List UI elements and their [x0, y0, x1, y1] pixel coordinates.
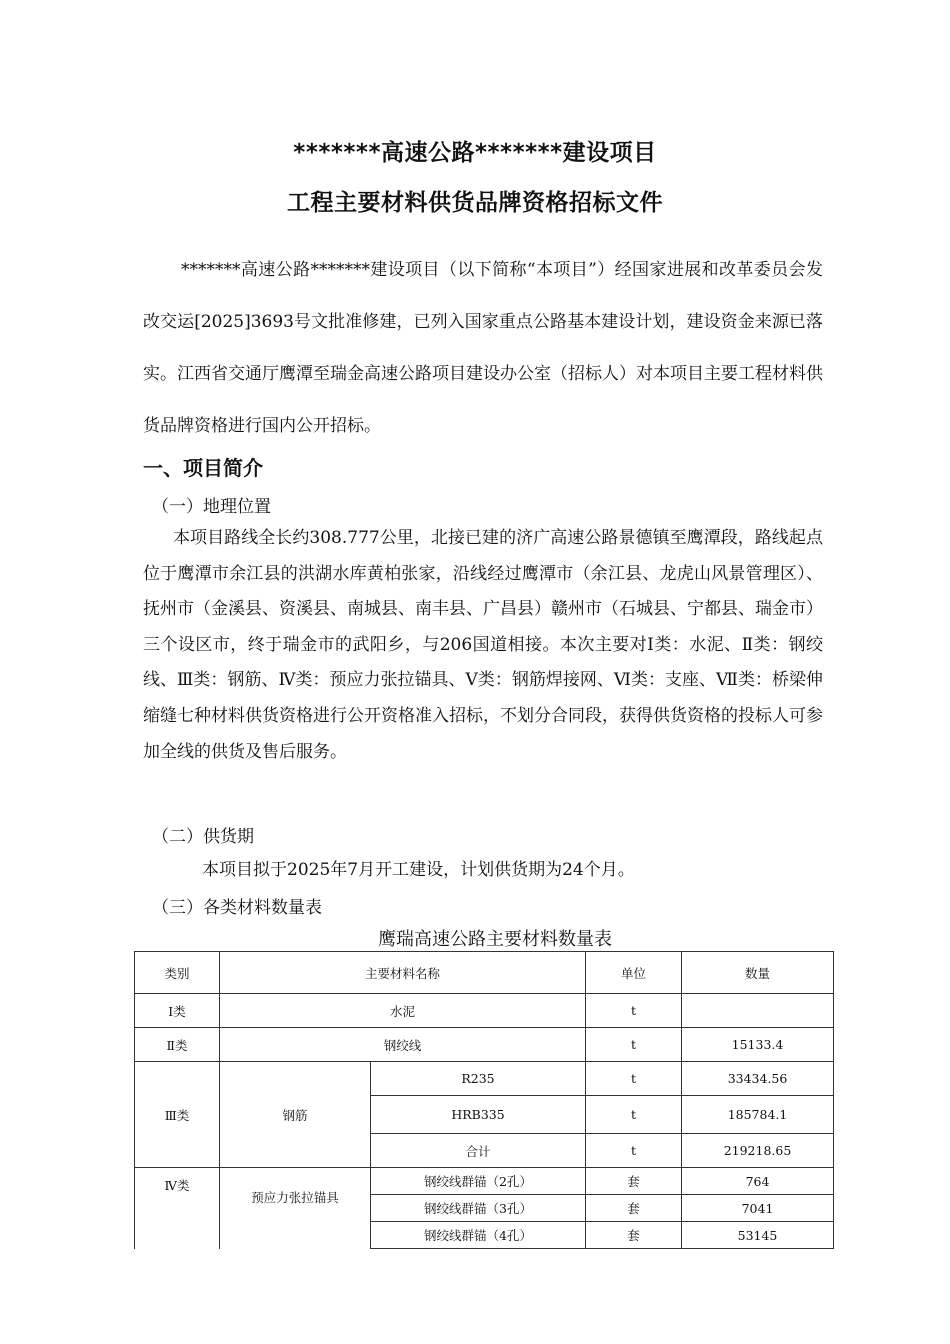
header-material: 主要材料名称 [220, 952, 586, 994]
table-row [135, 1168, 834, 1195]
table-row [135, 994, 834, 1028]
cell-spec: 钢绞线群锚（4孔） [371, 1222, 586, 1249]
sub1-paragraph: 本项目路线全长约308.777公里，北接已建的济广高速公路景德镇至鹰潭段，路线起点位于鹰潭市余江县的洪湖水库黄柏张家，沿线经过鹰潭市（余江县、龙虎山风景管理区）、抚州市（金溪县、资溪县、南城县、南丰县、广昌县）赣州市（石城县、宁都县、瑞金市）三个设区市，终于瑞金市的武阳乡，与206国道相接。本次主要对Ⅰ类：水泥、Ⅱ类：钢绞线、Ⅲ类：钢筋、Ⅳ类：预应力张拉锚具、Ⅴ类：钢筋焊接网、Ⅵ类：支座、Ⅶ类：桥梁伸缩缝七种材料供货资格进行公开资格准入招标，不划分合同段，获得供货资格的投标人可参加全线的供货及售后服务。 [143, 528, 823, 762]
cell-unit: 套 [586, 1222, 682, 1249]
cell-category: Ⅰ类 [135, 994, 220, 1028]
cell-category: Ⅲ类 [135, 1062, 220, 1168]
intro-paragraph: *******高速公路*******建设项目（以下简称“本项目”）经国家进展和改革委员会发改交运[2025]3693号文批准修建，已列入国家重点公路基本建设计划，建设资金来源已落实。江西省交通厅鹰潭至瑞金高速公路项目建设办公室（招标人）对本项目主要工程材料供货品牌资格进行国内公开招标。 [143, 260, 823, 436]
table-header-row [135, 952, 834, 994]
cell-spec: 合计 [371, 1134, 586, 1168]
cell-material: 钢绞线 [220, 1028, 586, 1062]
section1-heading: 一、项目简介 [143, 456, 263, 480]
cell-category: Ⅱ类 [135, 1028, 220, 1062]
doc-title-line2: 工程主要材料供货品牌资格招标文件 [287, 190, 663, 216]
doc-title-line1: *******高速公路*******建设项目 [293, 140, 657, 166]
cell-material: 钢筋 [220, 1062, 371, 1168]
header-unit: 单位 [586, 952, 682, 994]
cell-material: 预应力张拉锚具 [220, 1168, 371, 1249]
cell-unit: t [586, 1134, 682, 1168]
header-quantity: 数量 [682, 952, 834, 994]
cell-quantity: 219218.65 [682, 1134, 834, 1168]
cell-unit: t [586, 994, 682, 1028]
cell-spec: 钢绞线群锚（3孔） [371, 1195, 586, 1222]
sub1-heading: （一）地理位置 [152, 497, 271, 517]
table-caption: 鹰瑞高速公路主要材料数量表 [378, 929, 612, 950]
cell-spec: HRB335 [371, 1096, 586, 1134]
cell-unit: t [586, 1028, 682, 1062]
cell-unit: 套 [586, 1168, 682, 1195]
cell-category: Ⅳ类 [135, 1168, 220, 1249]
materials-table [134, 951, 834, 1249]
cell-quantity: 185784.1 [682, 1096, 834, 1134]
cell-material: 水泥 [220, 994, 586, 1028]
cell-quantity: 53145 [682, 1222, 834, 1249]
cell-unit: t [586, 1062, 682, 1096]
header-category: 类别 [135, 952, 220, 994]
cell-quantity: 33434.56 [682, 1062, 834, 1096]
cell-spec: 钢绞线群锚（2孔） [371, 1168, 586, 1195]
cell-quantity: 764 [682, 1168, 834, 1195]
cell-quantity: 15133.4 [682, 1028, 834, 1062]
cell-spec: R235 [371, 1062, 586, 1096]
cell-unit: t [586, 1096, 682, 1134]
sub2-heading: （二）供货期 [152, 827, 254, 847]
table-row [135, 1062, 834, 1096]
sub3-heading: （三）各类材料数量表 [152, 898, 322, 918]
cell-unit: 套 [586, 1195, 682, 1222]
cell-quantity: 7041 [682, 1195, 834, 1222]
cell-quantity [682, 994, 834, 1028]
table-row [135, 1028, 834, 1062]
sub2-paragraph: 本项目拟于2025年7月开工建设，计划供货期为24个月。 [202, 860, 635, 880]
